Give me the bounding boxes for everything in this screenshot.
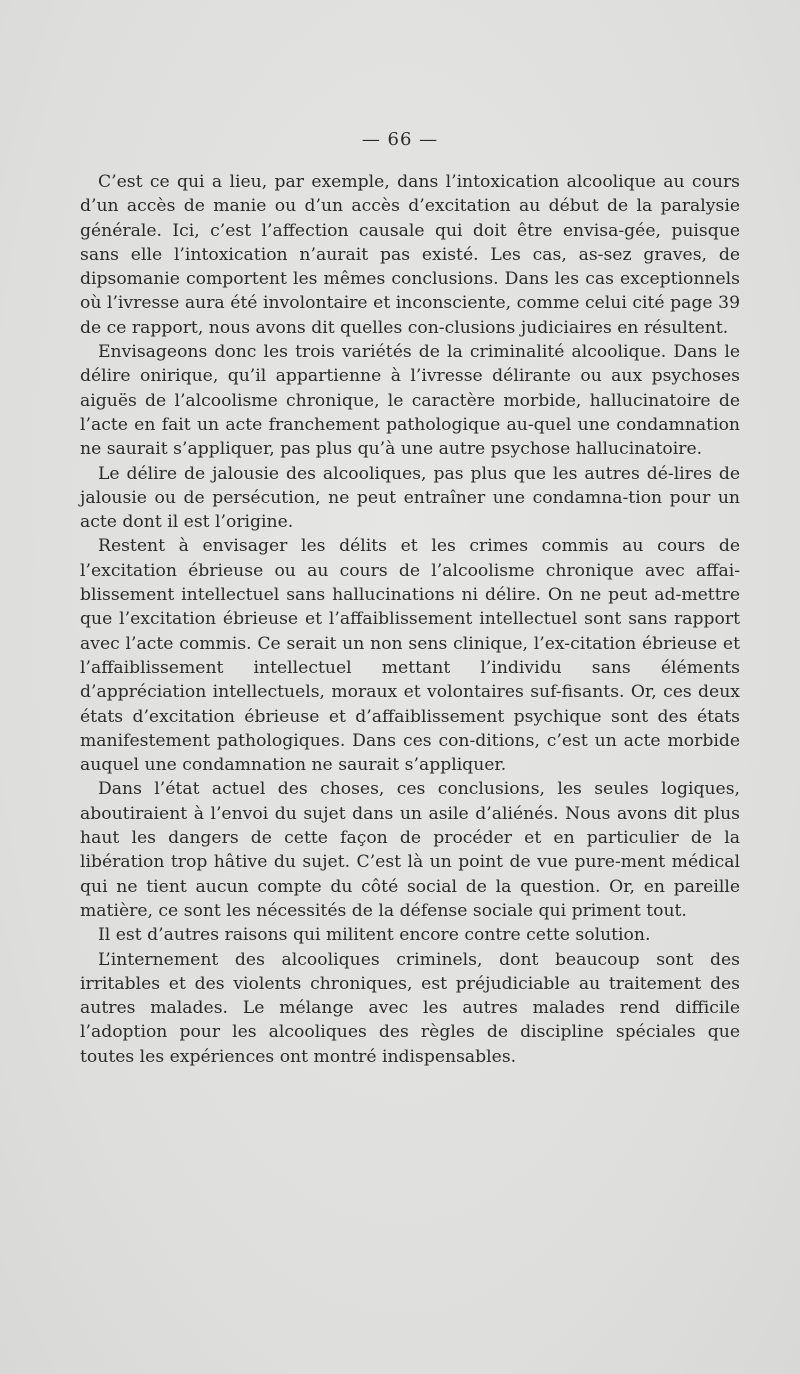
paragraph: L’internement des alcooliques criminels, dont beaucoup sont des irritables et des violents chroniques, est préjudiciable au traitement des autres malades. Le mélange avec les autres malades rend difficile l’adoption pour les alcooliques des règles de discipline spéciales que toutes les expériences ont montré indispensables. xyxy=(80,949,740,1067)
body-text xyxy=(80,170,740,1069)
paragraph: Il est d’autres raisons qui militent encore contre cette solution. xyxy=(98,925,651,946)
paragraph: Dans l’état actuel des choses, ces conclusions, les seules logiques, aboutiraient à l’envoi du sujet dans un asile d’aliénés. Nous avons dit plus haut les dangers de cette façon de procéder et en particulier de la libération trop hâtive du sujet. C’est là un point de vue pure-ment médical qui ne tient aucun compte du côté social de la question. Or, en pareille matière, ce sont les nécessités de la défense sociale qui priment tout. xyxy=(80,779,740,921)
paragraph: C’est ce qui a lieu, par exemple, dans l’intoxication alcoolique au cours d’un accès de manie ou d’un accès d’excitation au début de la paralysie générale. Ici, c’est l’affection causale qui doit être envisa-gée, puisque sans elle l’intoxication n’aurait pas existé. Les cas, as-sez graves, de dipsomanie comportent les mêmes conclusions. Dans les cas exceptionnels où l’ivresse aura été involontaire et inconsciente, comme celui cité page 39 de ce rapport, nous avons dit quelles con-clusions judiciaires en résultent. xyxy=(80,172,740,338)
paragraph: Le délire de jalousie des alcooliques, pas plus que les autres dé-lires de jalousie ou de persécution, ne peut entraîner une condamna-tion pour un acte dont il est l’origine. xyxy=(80,463,740,533)
page-number: — 66 — xyxy=(361,129,439,150)
paragraph: Restent à envisager les délits et les crimes commis au cours de l’excitation ébrieuse ou au cours de l’alcoolisme chronique avec affai-blissement intellectuel sans hallucinations ni délire. On ne peut ad-mettre que l’excitation ébrieuse et l’affaiblissement intellectuel sont sans rapport avec l’acte commis. Ce serait un non sens clinique, l’ex-citation ébrieuse et l’affaiblissement intellectuel mettant l’individu sans éléments d’appréciation intellectuels, moraux et volontaires suf-fisants. Or, ces deux états d’excitation ébrieuse et d’affaiblissement psychique sont des états manifestement pathologiques. Dans ces con-ditions, c’est un acte morbide auquel une condamnation ne saurait s’appliquer. xyxy=(80,536,740,776)
paragraph: Envisageons donc les trois variétés de la criminalité alcoolique. Dans le délire onirique, qu’il appartienne à l’ivresse délirante ou aux psychoses aiguës de l’alcoolisme chronique, le caractère morbide, hallucinatoire de l’acte en fait un acte franchement pathologique au-quel une condamnation ne saurait s’appliquer, pas plus qu’à une autre psychose hallucinatoire. xyxy=(80,342,740,460)
